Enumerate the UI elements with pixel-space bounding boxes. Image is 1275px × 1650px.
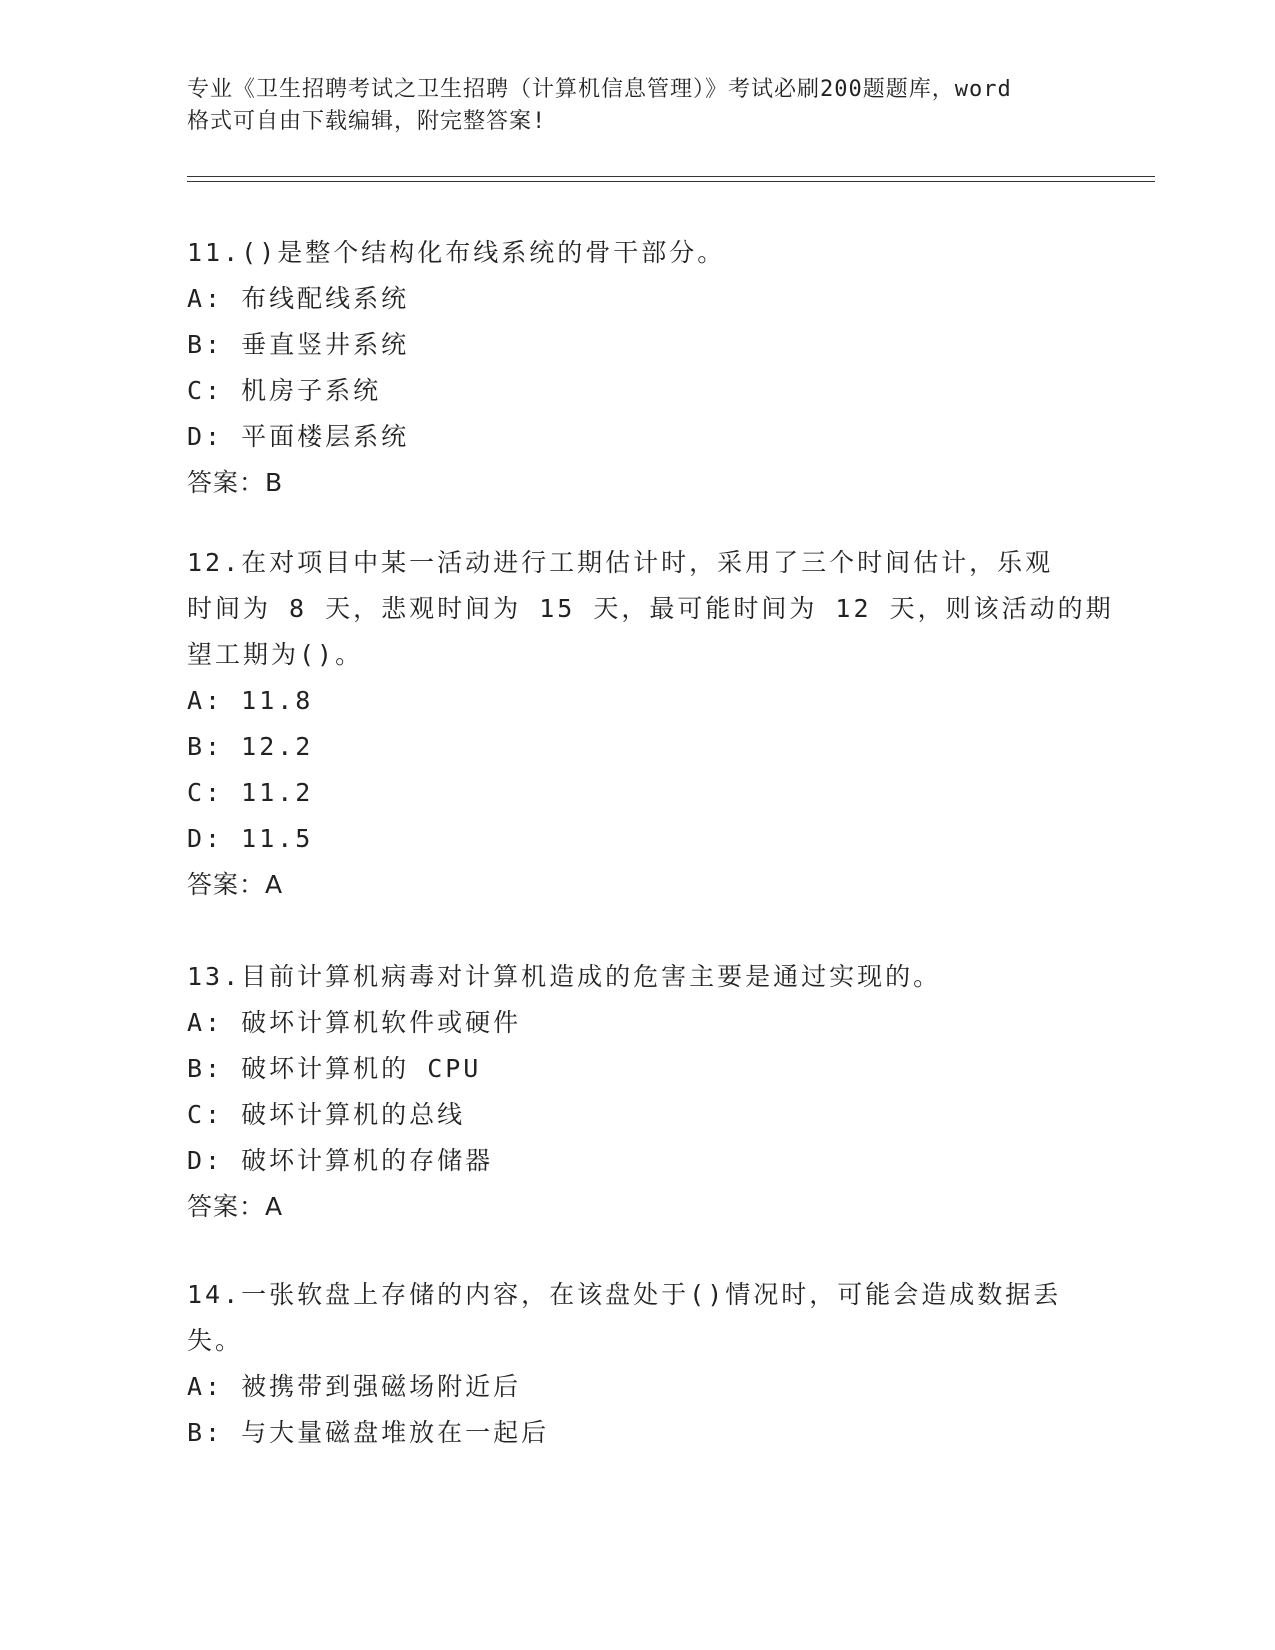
option-b: B: 12.2	[187, 732, 314, 761]
option-a: A: 布线配线系统	[187, 284, 410, 313]
question-stem-line-3: 望工期为()。	[187, 640, 364, 669]
option-b: B: 垂直竖井系统	[187, 330, 410, 359]
question-stem-line-2: 时间为 8 天，悲观时间为 15 天，最可能时间为 12 天，则该活动的期	[187, 594, 1114, 623]
option-b: B: 破坏计算机的 CPU	[187, 1054, 482, 1083]
option-a: A: 11.8	[187, 686, 314, 715]
option-a: A: 破坏计算机软件或硬件	[187, 1008, 522, 1037]
document-header	[187, 74, 1087, 138]
question-stem-line-1: 12.在对项目中某一活动进行工期估计时，采用了三个时间估计，乐观	[187, 548, 1054, 577]
question-stem-line-2: 失。	[187, 1326, 244, 1355]
option-c: C: 11.2	[187, 778, 314, 807]
option-d: D: 11.5	[187, 824, 314, 853]
question-13	[187, 954, 1087, 1230]
header-line-1: 专业《卫生招聘考试之卫生招聘（计算机信息管理）》考试必刷200题题库，word	[187, 77, 1012, 102]
answer: 答案：A	[187, 870, 284, 899]
option-d: D: 平面楼层系统	[187, 422, 410, 451]
question-14	[187, 1272, 1087, 1456]
option-c: C: 机房子系统	[187, 376, 382, 405]
question-stem-line-1: 14.一张软盘上存储的内容，在该盘处于()情况时，可能会造成数据丢	[187, 1280, 1062, 1309]
question-stem: 13.目前计算机病毒对计算机造成的危害主要是通过实现的。	[187, 962, 942, 991]
answer: 答案：A	[187, 1192, 284, 1221]
option-d: D: 破坏计算机的存储器	[187, 1146, 494, 1175]
question-12	[187, 540, 1114, 908]
answer: 答案：B	[187, 468, 284, 497]
header-line-2: 格式可自由下载编辑，附完整答案!	[187, 109, 547, 134]
header-divider-top	[187, 176, 1155, 177]
option-b: B: 与大量磁盘堆放在一起后	[187, 1418, 550, 1447]
question-11	[187, 230, 1087, 506]
question-stem: 11.()是整个结构化布线系统的骨干部分。	[187, 238, 726, 267]
header-divider-bottom	[187, 181, 1155, 182]
option-c: C: 破坏计算机的总线	[187, 1100, 466, 1129]
option-a: A: 被携带到强磁场附近后	[187, 1372, 522, 1401]
